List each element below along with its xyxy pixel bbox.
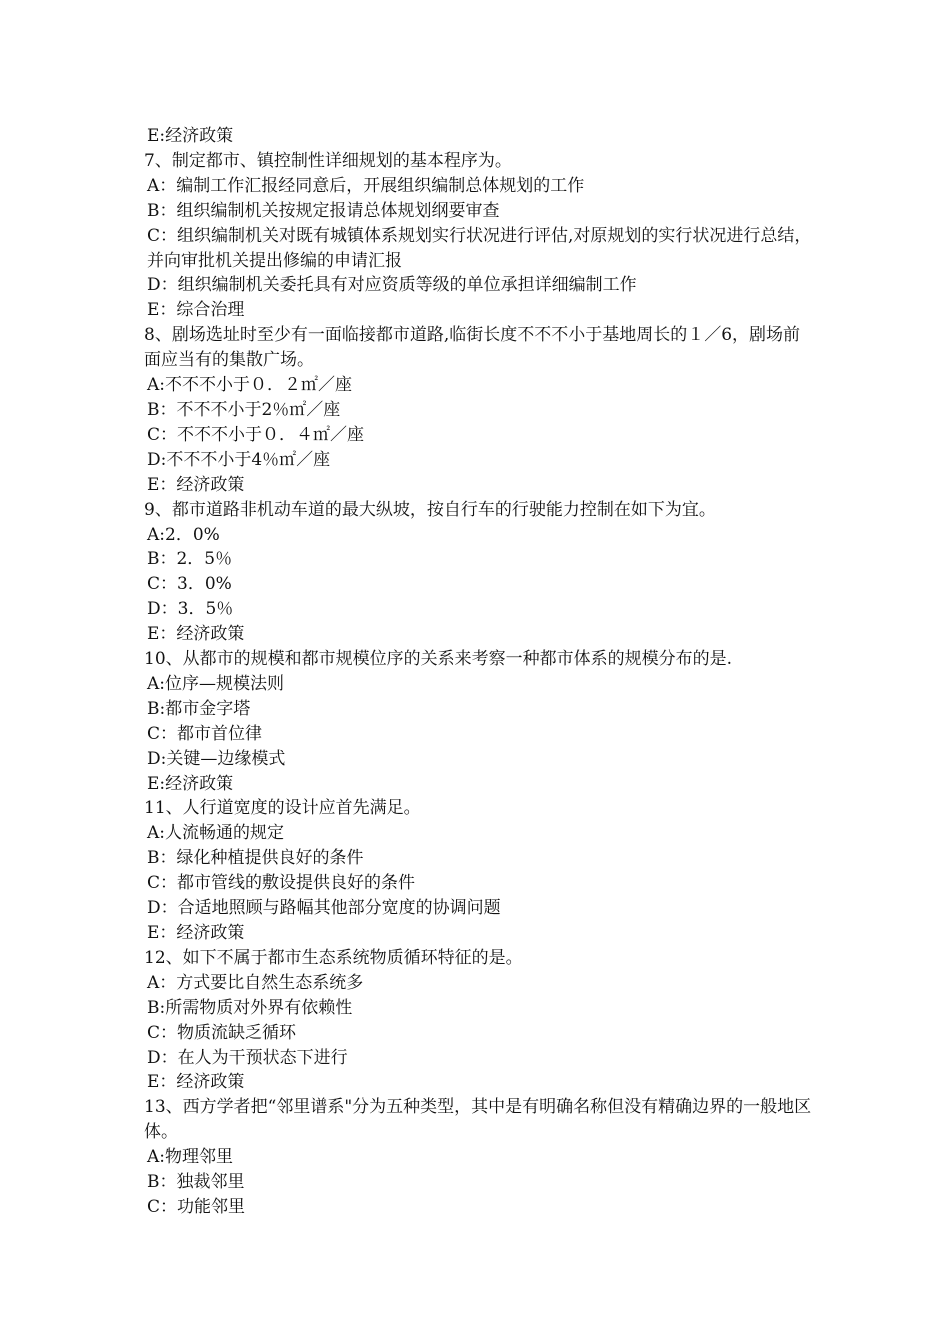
answer-option: E：经济政策 xyxy=(147,1072,245,1093)
answer-option: D:不不不小于4％㎡／座 xyxy=(147,449,331,470)
answer-option: E:经济政策 xyxy=(147,773,234,794)
answer-option: E：经济政策 xyxy=(147,624,245,645)
question-text: 11、人行道宽度的设计应首先满足。 xyxy=(144,798,421,819)
question-text: 13、西方学者把“邻里谱系"分为五种类型，其中是有明确名称但没有精确边界的一般地区体。 xyxy=(144,1097,812,1143)
answer-option: D：组织编制机关委托具有对应资质等级的单位承担详细编制工作 xyxy=(147,275,637,296)
answer-option: E：经济政策 xyxy=(147,923,245,943)
answer-option: A:不不不小于０．２㎡／座 xyxy=(147,375,353,396)
answer-option: D：合适地照顾与路幅其他部分宽度的协调问题 xyxy=(147,898,501,919)
answer-option: C：都市首位律 xyxy=(147,723,263,744)
question-text: 10、从都市的规模和都市规模位序的关系来考察一种都市体系的规模分布的是. xyxy=(144,649,733,670)
answer-option: D:关键—边缘模式 xyxy=(147,748,286,769)
answer-option: B：2．5％ xyxy=(147,549,233,570)
answer-option: B:所需物质对外界有依赖性 xyxy=(147,997,353,1018)
answer-option: A:人流畅通的规定 xyxy=(147,823,285,844)
answer-option: C：组织编制机关对既有城镇体系规划实行状况进行评估,对原规划的实行状况进行总结，并向审批机关提出修编的申请汇报 xyxy=(147,225,812,271)
answer-option: E:经济政策 xyxy=(147,126,234,146)
answer-option: B：组织编制机关按规定报请总体规划纲要审查 xyxy=(147,200,500,221)
answer-option: C：物质流缺乏循环 xyxy=(147,1022,297,1043)
answer-option: C：功能邻里 xyxy=(147,1196,246,1217)
answer-option: E：经济政策 xyxy=(147,474,245,495)
question-text: 7、制定都市、镇控制性详细规划的基本程序为。 xyxy=(144,150,512,171)
answer-option: A:物理邻里 xyxy=(147,1147,234,1168)
question-text: 12、如下不属于都市生态系统物质循环特征的是。 xyxy=(144,947,523,968)
answer-option: C：都市管线的敷设提供良好的条件 xyxy=(147,873,416,894)
document-body xyxy=(144,124,814,1220)
question-text: 9、都市道路非机动车道的最大纵坡，按自行车的行驶能力控制在如下为宜。 xyxy=(144,499,716,520)
answer-option: C：3．0% xyxy=(147,574,232,595)
answer-option: A：方式要比自然生态系统多 xyxy=(147,972,364,993)
answer-option: B:都市金字塔 xyxy=(147,698,251,719)
answer-option: B：独裁邻里 xyxy=(147,1172,245,1193)
answer-option: C：不不不小于０．４㎡／座 xyxy=(147,424,365,445)
answer-option: A:位序—规模法则 xyxy=(147,673,285,694)
question-text: 8、剧场选址时至少有一面临接都市道路,临街长度不不不小于基地周长的１／6，剧场前面应当有的集散广场。 xyxy=(144,325,801,371)
answer-option: D：在人为干预状态下进行 xyxy=(147,1047,348,1068)
answer-option: B：绿化种植提供良好的条件 xyxy=(147,848,364,869)
answer-option: A:2．0% xyxy=(147,524,220,545)
answer-option: D：3．5％ xyxy=(147,599,234,620)
answer-option: E：综合治理 xyxy=(147,300,245,321)
answer-option: B：不不不小于2％㎡／座 xyxy=(147,399,341,420)
answer-option: A：编制工作汇报经同意后，开展组织编制总体规划的工作 xyxy=(147,175,585,196)
